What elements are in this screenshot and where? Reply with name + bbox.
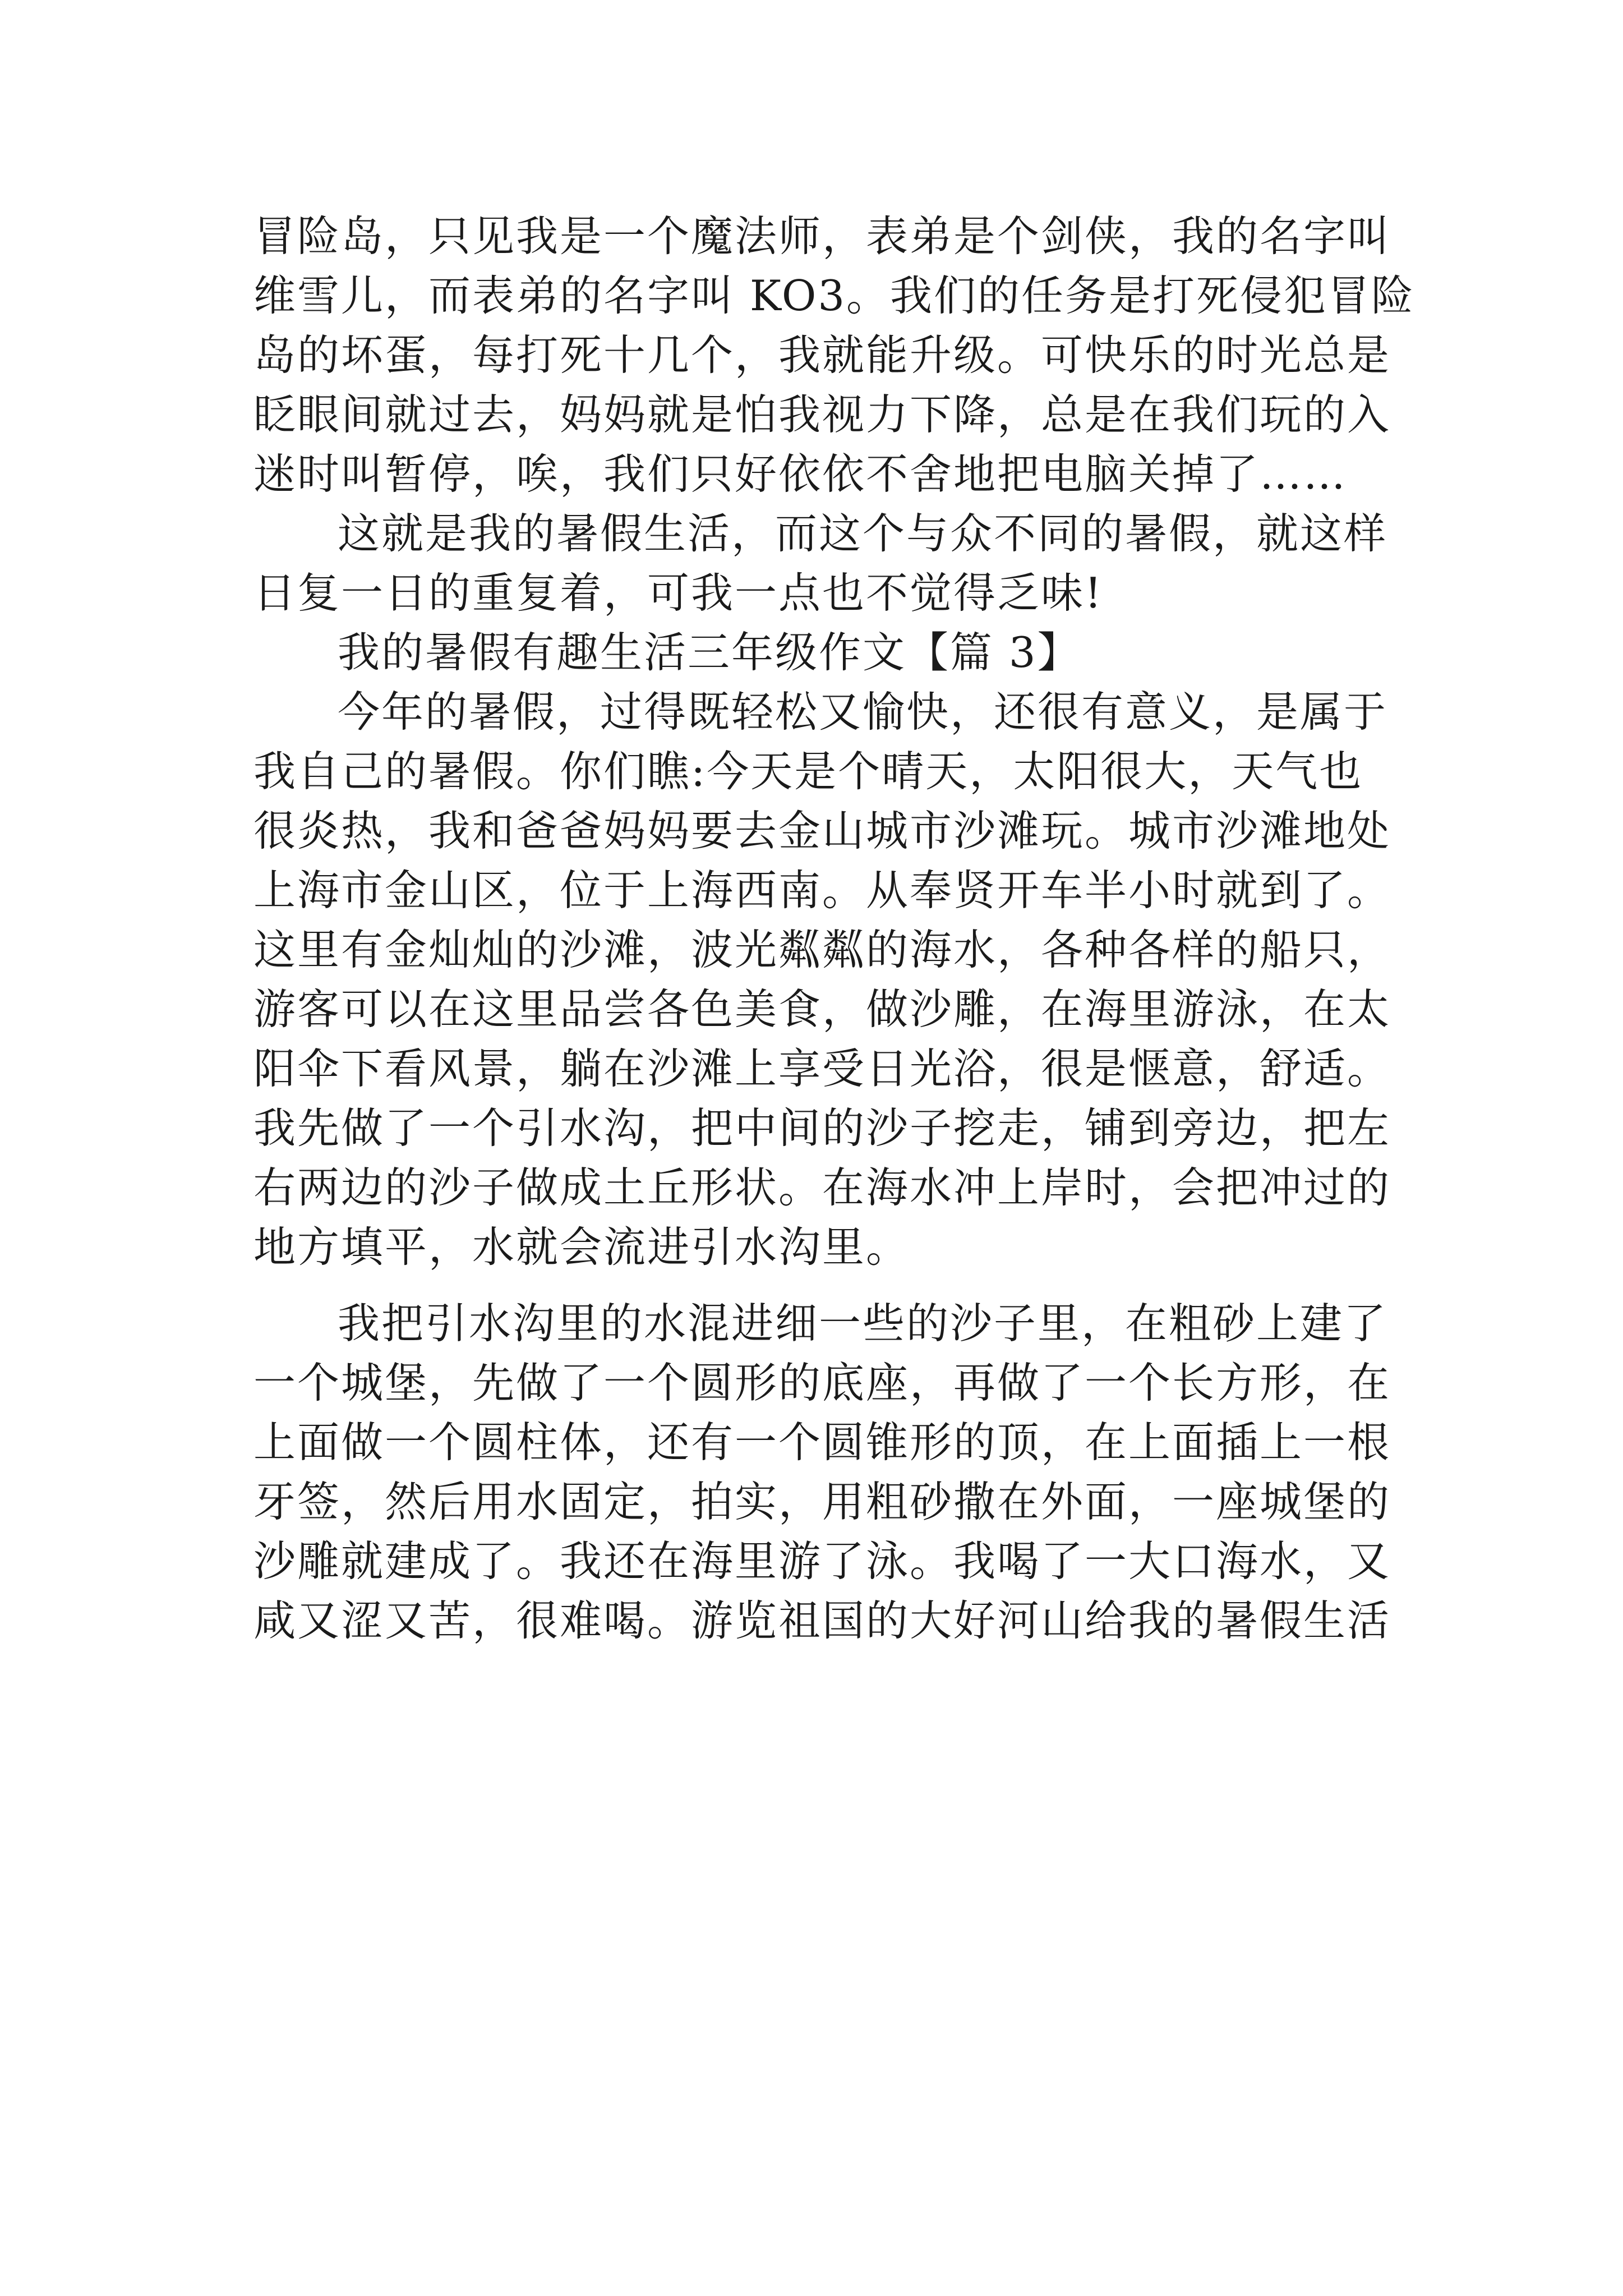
text-line: 游客可以在这里品尝各色美食，做沙雕，在海里游泳，在太 [253, 984, 1391, 1034]
text-line: 我把引水沟里的水混进细一些的沙子里，在粗砂上建了 [338, 1299, 1388, 1348]
text-line: 右两边的沙子做成土丘形状。在海水冲上岸时，会把冲过的 [253, 1163, 1391, 1212]
paragraph-spacer [253, 1277, 1386, 1294]
text-line: 日复一日的重复着，可我一点也不觉得乏味! [253, 568, 1104, 618]
text-line: 上面做一个圆柱体，还有一个圆锥形的顶，在上面插上一根 [253, 1418, 1391, 1467]
text-line: 上海市金山区，位于上海西南。从奉贤开车半小时就到了。 [253, 866, 1391, 915]
text-line: 一个城堡，先做了一个圆形的底座，再做了一个长方形，在 [253, 1358, 1391, 1407]
text-line: 阳伞下看风景，躺在沙滩上享受日光浴，很是惬意，舒适。 [253, 1044, 1391, 1093]
heading-text: 我的暑假有趣生活三年级作文【篇 3】 [338, 628, 1081, 677]
document-body [253, 206, 1415, 1650]
text-line: 很炎热，我和爸爸妈妈要去金山城市沙滩玩。城市沙滩地处 [253, 806, 1391, 855]
text-line: 今年的暑假，过得既轻松又愉快，还很有意义，是属于 [338, 687, 1388, 737]
text-line: 咸又涩又苦，很难喝。游览祖国的大好河山给我的暑假生活 [253, 1596, 1391, 1645]
text-line: 迷时叫暂停，唉，我们只好依依不舍地把电脑关掉了…… [253, 449, 1348, 499]
text-line: 岛的坏蛋，每打死十几个，我就能升级。可快乐的时光总是 [253, 330, 1391, 380]
paragraph-sand-castle [253, 1294, 1391, 1650]
text-line: 冒险岛，只见我是一个魔法师，表弟是个剑侠，我的名字叫 [253, 211, 1391, 261]
text-line: 这就是我的暑假生活，而这个与众不同的暑假，就这样 [338, 509, 1388, 558]
text-line: 地方填平，水就会流进引水沟里。 [253, 1222, 910, 1272]
paragraph-summary [253, 504, 1386, 623]
text-line: 我自己的暑假。你们瞧:今天是个晴天，太阳很大，天气也 [253, 747, 1363, 796]
paragraph-game-story [253, 206, 1415, 504]
text-line: 眨眼间就过去，妈妈就是怕我视力下降，总是在我们玩的入 [253, 390, 1391, 439]
text-line: 我先做了一个引水沟，把中间的沙子挖走，铺到旁边，把左 [253, 1103, 1391, 1153]
section-heading [253, 623, 1386, 682]
text-line: 牙签，然后用水固定，拍实，用粗砂撒在外面，一座城堡的 [253, 1477, 1391, 1526]
paragraph-beach-trip [253, 682, 1391, 1277]
text-line: 这里有金灿灿的沙滩，波光粼粼的海水，各种各样的船只， [253, 925, 1391, 974]
text-line: 沙雕就建成了。我还在海里游了泳。我喝了一大口海水，又 [253, 1536, 1391, 1586]
text-line: 维雪儿，而表弟的名字叫 KO3。我们的任务是打死侵犯冒险 [253, 271, 1415, 320]
